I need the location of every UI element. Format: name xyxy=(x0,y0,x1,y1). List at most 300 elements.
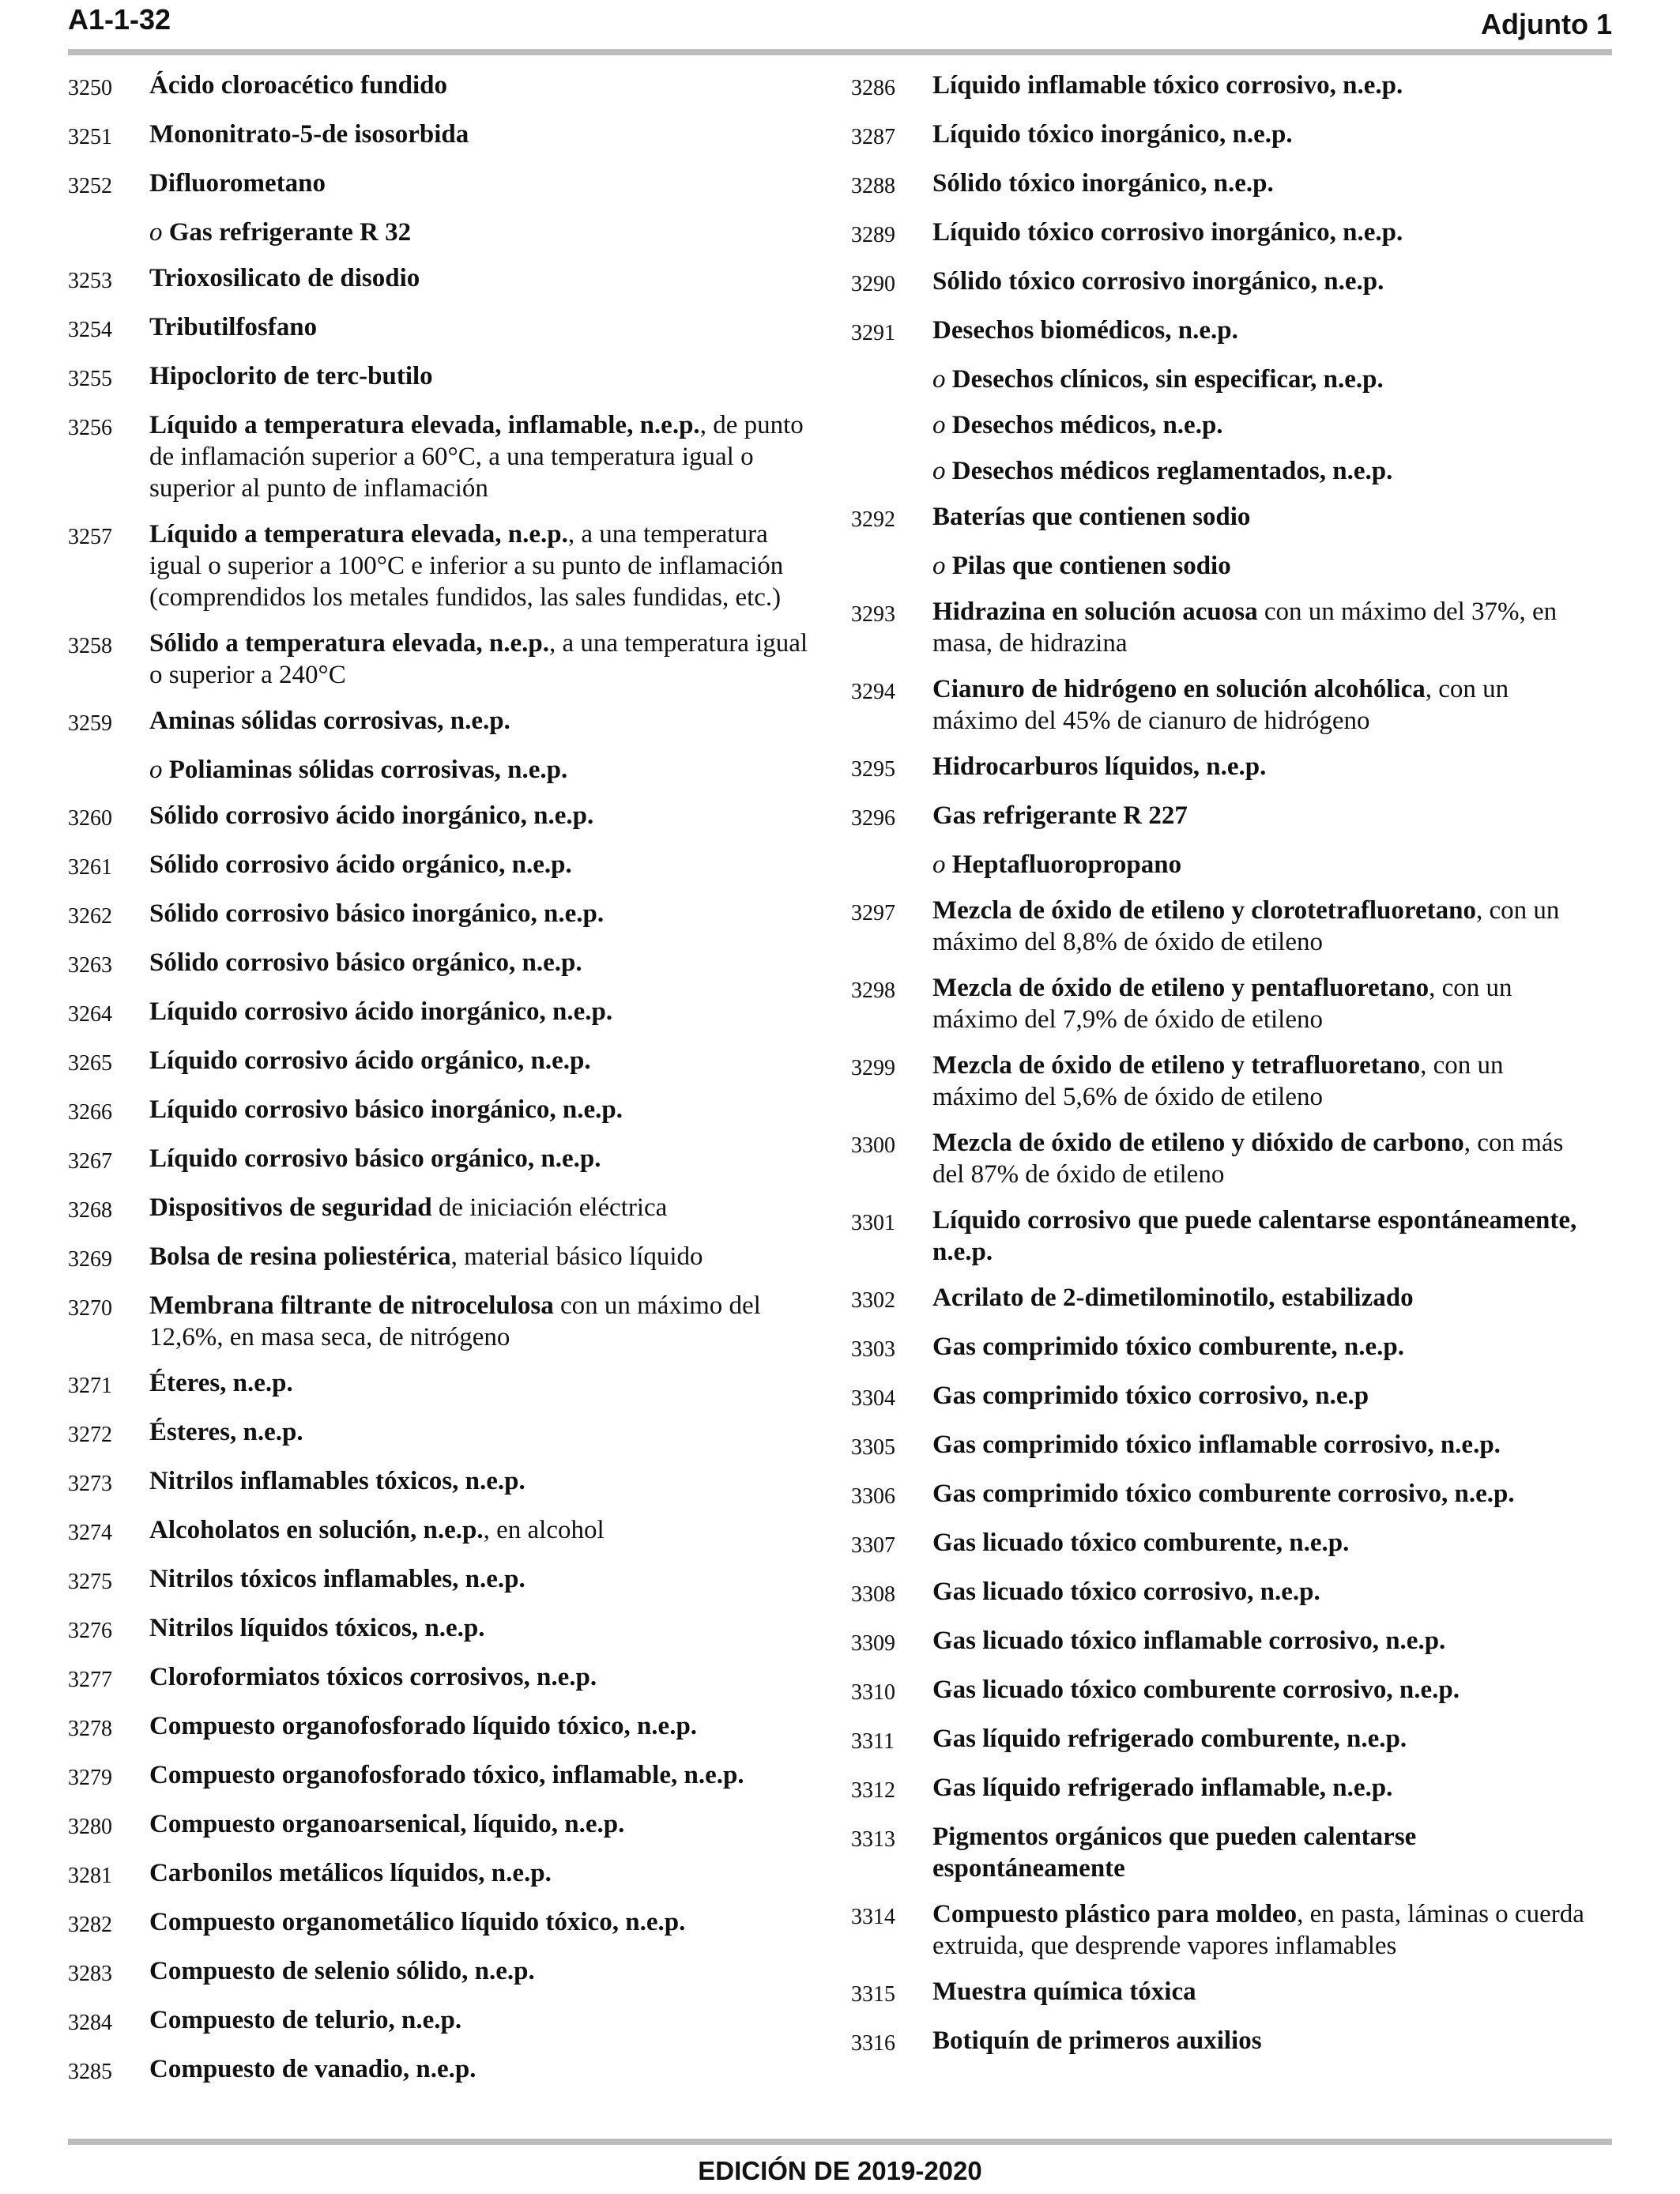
substance-name xyxy=(149,360,811,392)
un-entry xyxy=(851,1898,1594,1962)
un-number: 3252 xyxy=(68,174,112,198)
un-number: 3280 xyxy=(68,1815,112,1839)
substance-name-bold: Dispositivos de seguridad xyxy=(149,1193,432,1222)
un-number: 3309 xyxy=(851,1631,895,1656)
substance-name-bold: Líquido corrosivo básico inorgánico, n.e.p. xyxy=(149,1095,623,1124)
un-entry xyxy=(851,455,1594,487)
substance-name-bold: Gas comprimido tóxico inflamable corrosivo, n.e.p. xyxy=(932,1431,1501,1459)
substance-name-bold: Sólido tóxico corrosivo inorgánico, n.e.p. xyxy=(932,267,1384,296)
un-number: 3304 xyxy=(851,1386,895,1411)
substance-name-bold: Nitrilos inflamables tóxicos, n.e.p. xyxy=(149,1467,525,1495)
substance-name xyxy=(932,972,1594,1035)
un-entry xyxy=(68,1563,811,1598)
substance-name xyxy=(932,673,1594,737)
substance-name-bold: Líquido corrosivo ácido inorgánico, n.e.p. xyxy=(149,997,613,1026)
substance-name-bold: Líquido tóxico inorgánico, n.e.p. xyxy=(932,120,1293,149)
un-number: 3270 xyxy=(68,1296,112,1321)
substance-description: , de punto de inflamación superior a 60°C, a una temperatura igual o superior al punto de inflamación xyxy=(149,411,804,503)
substance-name-bold: Gas refrigerante R 227 xyxy=(932,801,1188,830)
substance-name xyxy=(932,895,1594,958)
substance-name xyxy=(932,1898,1594,1962)
un-entry xyxy=(68,1661,811,1696)
substance-name-bold: Mezcla de óxido de etileno y clorotetrafluoretano xyxy=(932,896,1476,925)
substance-name xyxy=(149,705,811,737)
un-entry xyxy=(68,311,811,346)
substance-name xyxy=(932,1723,1594,1755)
un-entry xyxy=(68,217,811,248)
substance-name-bold: Cloroformiatos tóxicos corrosivos, n.e.p. xyxy=(149,1663,597,1691)
substance-name xyxy=(149,754,811,786)
un-number: 3306 xyxy=(851,1484,895,1509)
un-number: 3278 xyxy=(68,1717,112,1741)
un-number: 3303 xyxy=(851,1337,895,1362)
substance-name xyxy=(932,119,1594,150)
substance-name xyxy=(932,1674,1594,1706)
page-header xyxy=(68,3,1612,47)
un-number: 3264 xyxy=(68,1002,112,1027)
un-number: 3301 xyxy=(851,1211,895,1235)
un-number xyxy=(851,550,932,553)
substance-name xyxy=(932,364,1594,395)
un-number: 3256 xyxy=(68,416,112,440)
un-entry xyxy=(851,1331,1594,1366)
substance-name-bold: Desechos biomédicos, n.e.p. xyxy=(932,316,1238,345)
un-number: 3281 xyxy=(68,1864,112,1888)
un-entry xyxy=(851,1050,1594,1113)
substance-name xyxy=(932,849,1594,880)
substance-name-bold: Compuesto de vanadio, n.e.p. xyxy=(149,2055,477,2083)
un-entry xyxy=(851,1772,1594,1807)
un-entry xyxy=(851,2025,1594,2060)
substance-name xyxy=(932,1772,1594,1804)
un-entry xyxy=(851,217,1594,251)
substance-name-bold: Baterías que contienen sodio xyxy=(932,503,1251,531)
un-entry xyxy=(68,1906,811,1941)
un-entry xyxy=(68,1808,811,1843)
substance-name-bold: Tributilfosfano xyxy=(149,313,318,341)
un-entry xyxy=(851,409,1594,441)
substance-name xyxy=(932,800,1594,831)
substance-name xyxy=(149,1759,811,1791)
substance-name-bold: Pilas que contienen sodio xyxy=(945,552,1231,580)
un-entry xyxy=(68,1367,811,1402)
substance-name xyxy=(149,1955,811,1987)
substance-name xyxy=(149,1661,811,1693)
substance-name xyxy=(932,1127,1594,1190)
un-number: 3295 xyxy=(851,757,895,782)
un-number: 3291 xyxy=(851,321,895,345)
un-number: 3288 xyxy=(851,174,895,198)
un-number xyxy=(68,217,149,220)
substance-name-bold: Compuesto organoarsenical, líquido, n.e.p. xyxy=(149,1810,625,1838)
substance-name-bold: Alcoholatos en solución, n.e.p. xyxy=(149,1516,484,1544)
substance-name xyxy=(149,800,811,831)
substance-name-bold: Gas licuado tóxico comburente, n.e.p. xyxy=(932,1529,1350,1557)
un-number: 3285 xyxy=(68,2060,112,2084)
substance-name-bold: Compuesto organometálico líquido tóxico, n.e.p. xyxy=(149,1908,686,1936)
substance-name xyxy=(932,1625,1594,1657)
alternative-marker: o xyxy=(149,756,163,784)
un-entry xyxy=(68,947,811,982)
un-entry xyxy=(68,168,811,202)
substance-description: , en pasta, láminas o cuerda extruida, que desprende vapores inflamables xyxy=(932,1900,1584,1960)
un-entry xyxy=(851,168,1594,202)
substance-name xyxy=(149,1094,811,1125)
un-entry xyxy=(68,1094,811,1129)
substance-name xyxy=(149,2004,811,2036)
substance-name-bold: Poliaminas sólidas corrosivas, n.e.p. xyxy=(162,756,568,784)
un-entry xyxy=(851,751,1594,786)
substance-name xyxy=(932,1821,1594,1884)
right-column xyxy=(851,70,1594,2074)
un-entry xyxy=(68,1192,811,1227)
un-number: 3315 xyxy=(851,1982,895,2007)
substance-name-bold: Pigmentos orgánicos que pueden calentarse espontáneamente xyxy=(932,1823,1417,1883)
un-number: 3263 xyxy=(68,953,112,978)
un-number: 3277 xyxy=(68,1668,112,1692)
un-entry xyxy=(851,1527,1594,1562)
substance-name-bold: Compuesto organofosforado líquido tóxico, n.e.p. xyxy=(149,1712,698,1740)
substance-name-bold: Aminas sólidas corrosivas, n.e.p. xyxy=(149,707,510,735)
substance-description: , con un máximo del 8,8% de óxido de etileno xyxy=(932,896,1560,956)
un-number: 3292 xyxy=(851,507,895,532)
un-number: 3287 xyxy=(851,125,895,149)
un-entry xyxy=(851,800,1594,835)
substance-name-bold: Difluorometano xyxy=(149,169,326,198)
substance-name xyxy=(149,1241,811,1272)
substance-name-bold: Gas comprimido tóxico comburente, n.e.p. xyxy=(932,1333,1405,1361)
substance-name-bold: Gas comprimido tóxico corrosivo, n.e.p xyxy=(932,1382,1369,1410)
un-entry xyxy=(68,1514,811,1549)
substance-name-bold: Nitrilos líquidos tóxicos, n.e.p. xyxy=(149,1614,485,1642)
un-number xyxy=(68,754,149,757)
substance-name xyxy=(932,501,1594,533)
substance-name xyxy=(932,596,1594,659)
un-entry xyxy=(68,996,811,1031)
un-entry xyxy=(851,1576,1594,1611)
substance-name-bold: Cianuro de hidrógeno en solución alcohólica xyxy=(932,675,1426,703)
un-entry xyxy=(68,754,811,786)
substance-name-bold: Mononitrato-5-de isosorbida xyxy=(149,120,469,149)
substance-name xyxy=(149,628,811,691)
substance-name-bold: Gas refrigerante R 32 xyxy=(162,218,412,247)
un-entry xyxy=(68,262,811,297)
substance-name-bold: Sólido tóxico inorgánico, n.e.p. xyxy=(932,169,1274,198)
substance-name xyxy=(932,550,1594,582)
un-entry xyxy=(68,1045,811,1080)
substance-name-bold: Líquido corrosivo ácido orgánico, n.e.p. xyxy=(149,1046,591,1075)
un-entry xyxy=(851,1127,1594,1190)
substance-name xyxy=(149,849,811,880)
footer-rule xyxy=(68,2139,1612,2145)
un-number: 3310 xyxy=(851,1680,895,1705)
un-number: 3294 xyxy=(851,680,895,704)
substance-name xyxy=(932,1576,1594,1608)
un-entry xyxy=(851,673,1594,737)
un-number: 3274 xyxy=(68,1521,112,1545)
alternative-marker: o xyxy=(932,457,946,485)
un-entry xyxy=(68,2053,811,2088)
un-number: 3316 xyxy=(851,2031,895,2056)
un-number: 3261 xyxy=(68,855,112,880)
substance-name-bold: Acrilato de 2-dimetilominotilo, estabilizado xyxy=(932,1284,1414,1312)
substance-name xyxy=(149,262,811,294)
substance-name-bold: Hidrazina en solución acuosa xyxy=(932,598,1258,626)
un-entry xyxy=(68,409,811,504)
substance-name xyxy=(149,1290,811,1353)
substance-name-bold: Líquido tóxico corrosivo inorgánico, n.e.p. xyxy=(932,218,1403,247)
substance-name xyxy=(149,1416,811,1448)
un-entry xyxy=(68,800,811,835)
un-number: 3259 xyxy=(68,711,112,736)
un-number: 3311 xyxy=(851,1729,895,1754)
substance-description: de iniciación eléctrica xyxy=(431,1193,668,1222)
un-entry xyxy=(851,550,1594,582)
substance-description: , material básico líquido xyxy=(450,1242,703,1271)
un-entry xyxy=(851,1821,1594,1884)
substance-name-bold: Hidrocarburos líquidos, n.e.p. xyxy=(932,752,1267,781)
substance-description: , en alcohol xyxy=(483,1516,605,1544)
un-number: 3267 xyxy=(68,1149,112,1174)
substance-name-bold: Gas licuado tóxico corrosivo, n.e.p. xyxy=(932,1578,1320,1606)
substance-name xyxy=(149,119,811,150)
substance-name-bold: Éteres, n.e.p. xyxy=(149,1369,293,1397)
substance-name xyxy=(149,1563,811,1595)
substance-name-bold: Sólido corrosivo ácido orgánico, n.e.p. xyxy=(149,850,572,879)
substance-name xyxy=(149,217,811,248)
substance-name-bold: Líquido inflamable tóxico corrosivo, n.e.p. xyxy=(932,71,1403,100)
substance-name-bold: Compuesto de telurio, n.e.p. xyxy=(149,2006,462,2034)
un-entry xyxy=(851,849,1594,880)
un-number xyxy=(851,849,932,852)
un-entry xyxy=(68,2004,811,2039)
un-entry xyxy=(851,596,1594,659)
substance-name-bold: Líquido a temperatura elevada, inflamable, n.e.p. xyxy=(149,411,700,439)
un-entry xyxy=(68,705,811,740)
un-number: 3289 xyxy=(851,223,895,247)
un-number: 3305 xyxy=(851,1435,895,1460)
substance-name xyxy=(932,409,1594,441)
un-number xyxy=(851,409,932,413)
un-entry xyxy=(851,1380,1594,1415)
substance-name xyxy=(932,1527,1594,1559)
substance-name-bold: Compuesto plástico para moldeo xyxy=(932,1900,1298,1928)
un-number: 3254 xyxy=(68,318,112,342)
substance-name xyxy=(932,1204,1594,1268)
substance-name xyxy=(149,1367,811,1399)
un-entry xyxy=(851,364,1594,395)
un-entry xyxy=(68,1290,811,1353)
substance-name-bold: Gas líquido refrigerado comburente, n.e.p. xyxy=(932,1725,1407,1753)
un-number: 3265 xyxy=(68,1051,112,1076)
un-entry xyxy=(851,266,1594,300)
substance-name xyxy=(149,1710,811,1742)
substance-name-bold: Líquido a temperatura elevada, n.e.p. xyxy=(149,520,568,548)
un-number: 3313 xyxy=(851,1827,895,1852)
un-entry xyxy=(851,972,1594,1035)
substance-name-bold: Carbonilos metálicos líquidos, n.e.p. xyxy=(149,1859,552,1887)
substance-name xyxy=(932,266,1594,297)
substance-name-bold: Mezcla de óxido de etileno y tetrafluoretano xyxy=(932,1051,1421,1080)
substance-name-bold: Nitrilos tóxicos inflamables, n.e.p. xyxy=(149,1565,525,1593)
substance-name xyxy=(932,1478,1594,1510)
un-entry xyxy=(851,1625,1594,1660)
un-entry xyxy=(68,360,811,395)
substance-name xyxy=(149,1857,811,1889)
substance-name-bold: Líquido corrosivo básico orgánico, n.e.p. xyxy=(149,1144,601,1173)
substance-name-bold: Sólido corrosivo ácido inorgánico, n.e.p. xyxy=(149,801,594,830)
un-number: 3266 xyxy=(68,1100,112,1125)
un-entry xyxy=(851,70,1594,104)
substance-name-bold: Hipoclorito de terc-butilo xyxy=(149,362,433,390)
un-entry xyxy=(68,119,811,153)
substance-name-bold: Líquido corrosivo que puede calentarse espontáneamente, n.e.p. xyxy=(932,1206,1577,1266)
un-number: 3273 xyxy=(68,1472,112,1496)
un-number: 3257 xyxy=(68,525,112,549)
substance-name xyxy=(932,70,1594,101)
un-entry xyxy=(68,628,811,691)
un-number: 3297 xyxy=(851,901,895,925)
un-entry xyxy=(68,1465,811,1500)
substance-name xyxy=(149,1192,811,1223)
substance-name-bold: Heptafluoropropano xyxy=(945,850,1182,879)
un-entry xyxy=(68,1612,811,1647)
un-entry xyxy=(68,1241,811,1276)
un-entry xyxy=(851,501,1594,536)
substance-name xyxy=(149,311,811,343)
substance-name xyxy=(149,1514,811,1546)
substance-name xyxy=(149,898,811,929)
substance-name xyxy=(149,996,811,1027)
substance-name xyxy=(149,1808,811,1840)
substance-name-bold: Botiquín de primeros auxilios xyxy=(932,2026,1262,2055)
un-number: 3262 xyxy=(68,904,112,929)
substance-name-bold: Gas comprimido tóxico comburente corrosivo, n.e.p. xyxy=(932,1480,1515,1508)
un-entry xyxy=(68,1857,811,1892)
attachment-label: Adjunto 1 xyxy=(1481,8,1612,40)
substance-name-bold: Desechos clínicos, sin especificar, n.e.p. xyxy=(945,365,1384,394)
substance-name-bold: Mezcla de óxido de etileno y dióxido de carbono xyxy=(932,1129,1464,1157)
substance-name-bold: Trioxosilicato de disodio xyxy=(149,264,420,292)
substance-name xyxy=(149,1045,811,1076)
alternative-marker: o xyxy=(149,218,163,247)
un-number: 3269 xyxy=(68,1247,112,1272)
alternative-marker: o xyxy=(932,552,946,580)
un-number: 3279 xyxy=(68,1766,112,1790)
un-entry xyxy=(851,1976,1594,2011)
substance-name xyxy=(932,1050,1594,1113)
substance-name-bold: Muestra química tóxica xyxy=(932,1977,1196,2006)
substance-description: con un máximo del 12,6%, en masa seca, de nitrógeno xyxy=(149,1291,761,1351)
alternative-marker: o xyxy=(932,365,946,394)
un-entry xyxy=(851,1282,1594,1317)
un-entry xyxy=(851,1204,1594,1268)
substance-name-bold: Sólido corrosivo básico inorgánico, n.e.p. xyxy=(149,899,605,928)
un-entry xyxy=(851,1674,1594,1709)
substance-description: , a una temperatura igual o superior a 240°C xyxy=(149,629,808,689)
un-number: 3302 xyxy=(851,1288,895,1313)
un-number: 3314 xyxy=(851,1905,895,1929)
substance-name-bold: Ácido cloroacético fundido xyxy=(149,71,448,100)
substance-name-bold: Membrana filtrante de nitrocelulosa xyxy=(149,1291,554,1320)
un-number: 3272 xyxy=(68,1423,112,1447)
un-number: 3299 xyxy=(851,1056,895,1080)
substance-name xyxy=(932,1976,1594,2007)
un-number: 3296 xyxy=(851,806,895,831)
un-number xyxy=(851,364,932,367)
substance-name xyxy=(149,1143,811,1174)
un-entry xyxy=(851,315,1594,349)
un-number: 3275 xyxy=(68,1570,112,1594)
substance-description: con un máximo del 37%, en masa, de hidrazina xyxy=(932,598,1558,658)
substance-name-bold: Desechos médicos, n.e.p. xyxy=(945,411,1223,439)
substance-name-bold: Compuesto organofosforado tóxico, inflamable, n.e.p. xyxy=(149,1761,744,1789)
un-entry xyxy=(68,898,811,933)
un-number: 3268 xyxy=(68,1198,112,1223)
substance-name xyxy=(149,947,811,978)
alternative-marker: o xyxy=(932,850,946,879)
substance-name xyxy=(149,70,811,101)
un-number: 3260 xyxy=(68,806,112,831)
substance-name-bold: Mezcla de óxido de etileno y pentafluoretano xyxy=(932,974,1430,1002)
substance-description: , con un máximo del 5,6% de óxido de etileno xyxy=(932,1051,1504,1111)
un-number: 3298 xyxy=(851,978,895,1003)
page-reference: A1-1-32 xyxy=(68,3,171,36)
un-number: 3283 xyxy=(68,1962,112,1986)
un-number: 3253 xyxy=(68,269,112,293)
substance-name xyxy=(149,1612,811,1644)
substance-name xyxy=(932,217,1594,248)
substance-description: , con un máximo del 7,9% de óxido de etileno xyxy=(932,974,1512,1034)
substance-name-bold: Gas líquido refrigerado inflamable, n.e.p. xyxy=(932,1774,1393,1802)
un-entry xyxy=(68,1955,811,1990)
un-entry xyxy=(68,1416,811,1451)
substance-name xyxy=(932,2025,1594,2056)
un-entry xyxy=(851,1723,1594,1758)
un-number: 3290 xyxy=(851,272,895,296)
alternative-marker: o xyxy=(932,411,946,439)
substance-name-bold: Desechos médicos reglamentados, n.e.p. xyxy=(945,457,1393,485)
substance-name xyxy=(149,409,811,504)
substance-name xyxy=(149,1465,811,1497)
substance-name-bold: Gas licuado tóxico inflamable corrosivo, n.e.p. xyxy=(932,1627,1446,1655)
un-number: 3276 xyxy=(68,1619,112,1643)
header-rule xyxy=(68,49,1612,55)
substance-name xyxy=(932,1331,1594,1363)
substance-name-bold: Gas licuado tóxico comburente corrosivo, n.e.p. xyxy=(932,1676,1460,1704)
un-entry xyxy=(851,119,1594,153)
edition-footer: EDICIÓN DE 2019-2020 xyxy=(698,2156,982,2185)
un-entry xyxy=(68,1143,811,1178)
un-number: 3250 xyxy=(68,76,112,100)
un-number: 3286 xyxy=(851,76,895,100)
un-entry xyxy=(851,895,1594,958)
un-entry xyxy=(851,1478,1594,1513)
un-entry xyxy=(68,1759,811,1794)
substance-name xyxy=(932,1429,1594,1461)
substance-name-bold: Compuesto de selenio sólido, n.e.p. xyxy=(149,1957,535,1985)
substance-name xyxy=(932,1380,1594,1412)
substance-name xyxy=(932,455,1594,487)
un-number xyxy=(851,455,932,458)
un-entry xyxy=(68,849,811,884)
un-number: 3255 xyxy=(68,367,112,391)
un-number: 3284 xyxy=(68,2011,112,2035)
substance-name xyxy=(149,168,811,199)
substance-name-bold: Sólido corrosivo básico orgánico, n.e.p. xyxy=(149,948,582,977)
un-entry xyxy=(851,1429,1594,1464)
substance-name xyxy=(149,518,811,613)
